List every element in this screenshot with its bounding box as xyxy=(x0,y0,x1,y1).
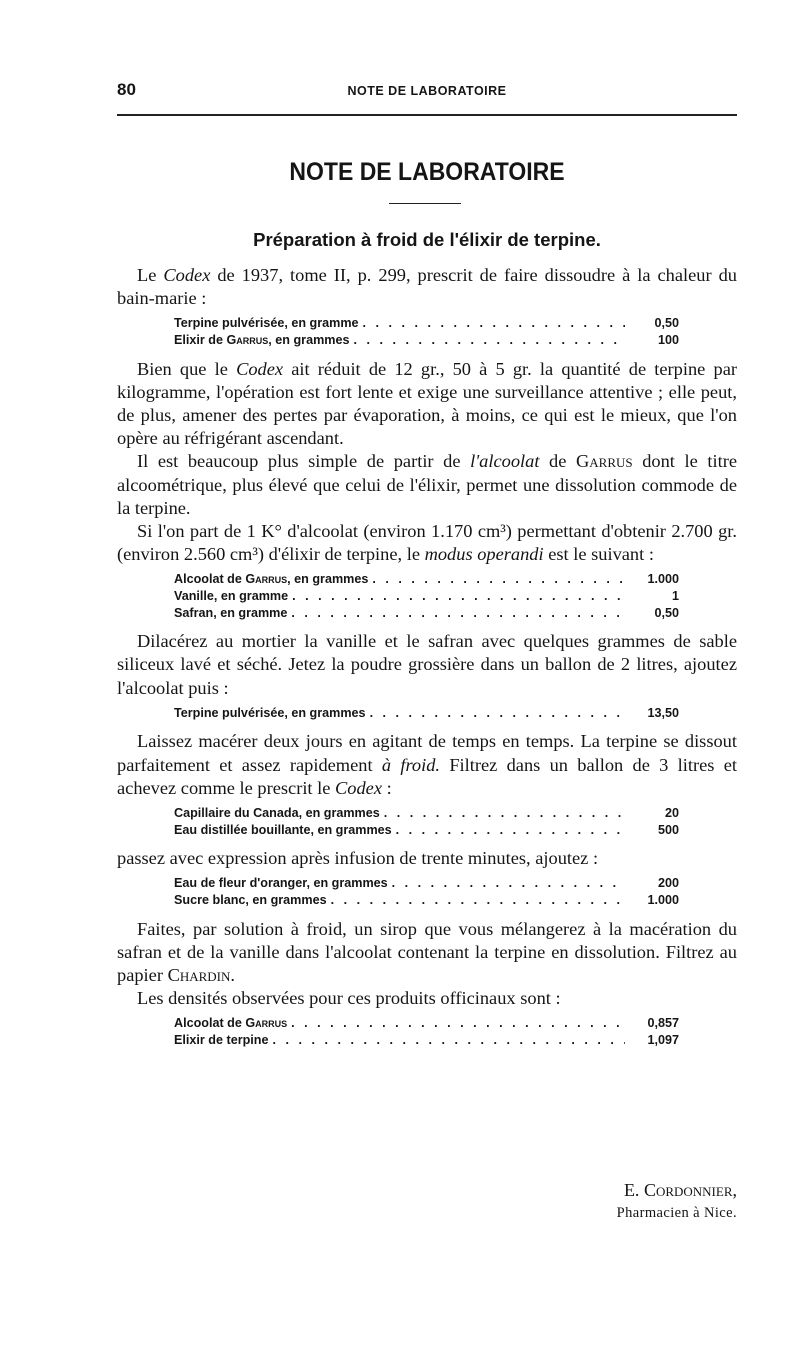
formula-row xyxy=(174,605,679,622)
formula-list-3 xyxy=(174,705,679,722)
header-rule xyxy=(117,114,737,116)
page-number: 80 xyxy=(117,80,136,99)
ingredient-quantity: 20 xyxy=(664,806,679,821)
leader-dots xyxy=(372,571,625,588)
ingredient-quantity: 0,50 xyxy=(654,605,679,620)
formula-row xyxy=(174,315,679,332)
ingredient-quantity: 500 xyxy=(657,822,679,837)
ingredient-name: Vanille, en gramme xyxy=(174,589,289,604)
leader-dots xyxy=(272,1032,625,1049)
ingredient-quantity: 13,50 xyxy=(647,705,679,720)
ingredient-quantity: 200 xyxy=(657,876,679,891)
italic-text: Codex xyxy=(163,265,211,285)
author-title: Pharmacien à Nice. xyxy=(616,1205,737,1221)
ingredient-name: Elixir de Garrus, en grammes xyxy=(174,333,350,347)
paragraph-9: Les densités observées pour ces produits officinaux sont : xyxy=(137,988,561,1009)
ingredient-name: Terpine pulvérisée, en grammes xyxy=(174,705,366,720)
ingredient-name: Eau distillée bouillante, en grammes xyxy=(174,822,392,837)
paragraph-8: Faites, par solution à froid, un sirop que vous mélangerez à la macération du safran et de la vanille dans l'alcoolat contenant la terpine en dissolution. Filtrez au papier Chardin. xyxy=(117,918,737,985)
ingredient-name: Alcoolat de Garrus xyxy=(174,1016,288,1031)
paragraph-6: Laissez macérer deux jours en agitant de temps en temps. La terpine se dissout parfaitement et assez rapidement à froid. Filtrez dans un ballon de 3 litres et achevez comme le prescrit le Codex : xyxy=(117,731,737,798)
ingredient-name: Capillaire du Canada, en grammes xyxy=(174,806,380,821)
paragraph-1 xyxy=(117,264,737,310)
ingredient-quantity: 1 xyxy=(671,589,679,604)
article-body xyxy=(117,264,737,1058)
formula-row xyxy=(174,892,679,909)
formula-row xyxy=(174,705,679,722)
leader-dots xyxy=(392,875,625,892)
leader-dots xyxy=(331,892,625,909)
ingredient-name: Terpine pulvérisée, en gramme xyxy=(174,316,359,331)
formula-row xyxy=(174,1015,679,1032)
page-header xyxy=(117,80,737,110)
article-subtitle: Préparation à froid de l'élixir de terpine. xyxy=(253,229,601,250)
paragraph-2: Bien que le Codex ait réduit de 12 gr., 50 à 5 gr. la quantité de terpine par kilogramme, l'opération est fort lente et exige une surveillance attentive ; elle peut, de plus, amener des pertes par évaporation, à moins, ce qui est le mieux, que l'on opère au réfrigérant ascendant. xyxy=(117,358,737,449)
formula-row xyxy=(174,332,679,349)
title-divider xyxy=(389,203,461,204)
ingredient-name: Eau de fleur d'oranger, en grammes xyxy=(174,876,388,891)
text: Le xyxy=(137,265,164,285)
article-title: NOTE DE LABORATOIRE xyxy=(289,158,565,186)
leader-dots xyxy=(363,315,625,332)
formula-row xyxy=(174,588,679,605)
leader-dots xyxy=(291,1015,625,1032)
running-head: NOTE DE LABORATOIRE xyxy=(347,84,507,98)
ingredient-quantity: 1.000 xyxy=(647,572,679,587)
leader-dots xyxy=(384,805,625,822)
formula-list-6 xyxy=(174,1015,679,1048)
ingredient-name: Safran, en gramme xyxy=(174,605,288,620)
density-value: 1,097 xyxy=(647,1033,679,1047)
density-value: 0,857 xyxy=(647,1016,679,1031)
formula-list-1 xyxy=(174,315,679,348)
ingredient-name: Elixir de terpine xyxy=(174,1033,269,1047)
author-signature xyxy=(500,1178,737,1224)
formula-list-5 xyxy=(174,875,679,908)
leader-dots xyxy=(370,705,625,722)
leader-dots xyxy=(396,822,625,839)
text: de 1937, tome II, p. 299, prescrit de faire dissoudre à la chaleur du bain-marie : xyxy=(117,265,737,309)
paragraph-5: Dilacérez au mortier la vanille et le safran avec quelques grammes de sable siliceux lavé et séché. Jetez la poudre grossière dans un ballon de 2 litres, ajoutez l'alcoolat puis : xyxy=(117,631,737,698)
author-name: E. Cordonnier, xyxy=(623,1180,737,1200)
ingredient-quantity: 0,50 xyxy=(654,316,679,331)
formula-row xyxy=(174,1032,679,1049)
formula-row xyxy=(174,571,679,588)
formula-row xyxy=(174,805,679,822)
ingredient-name: Alcoolat de Garrus, en grammes xyxy=(174,572,369,587)
leader-dots xyxy=(291,605,625,622)
leader-dots xyxy=(292,588,625,605)
leader-dots xyxy=(354,332,626,349)
ingredient-quantity: 1.000 xyxy=(647,893,679,907)
formula-row xyxy=(174,822,679,839)
ingredient-quantity: 100 xyxy=(657,333,679,347)
ingredient-name: Sucre blanc, en grammes xyxy=(174,893,327,907)
paragraph-4: Si l'on part de 1 K° d'alcoolat (environ 1.170 cm³) permettant d'obtenir 2.700 gr. (environ 2.560 cm³) d'élixir de terpine, le modus operandi est le suivant : xyxy=(117,521,737,565)
formula-row xyxy=(174,875,679,892)
formula-list-4 xyxy=(174,805,679,838)
paragraph-3: Il est beaucoup plus simple de partir de l'alcoolat de Garrus dont le titre alcoométrique, plus élevé que celui de l'élixir, permet une dissolution commode de la terpine. xyxy=(117,451,737,518)
formula-list-2 xyxy=(174,571,679,621)
paragraph-7: passez avec expression après infusion de trente minutes, ajoutez : xyxy=(117,848,599,869)
